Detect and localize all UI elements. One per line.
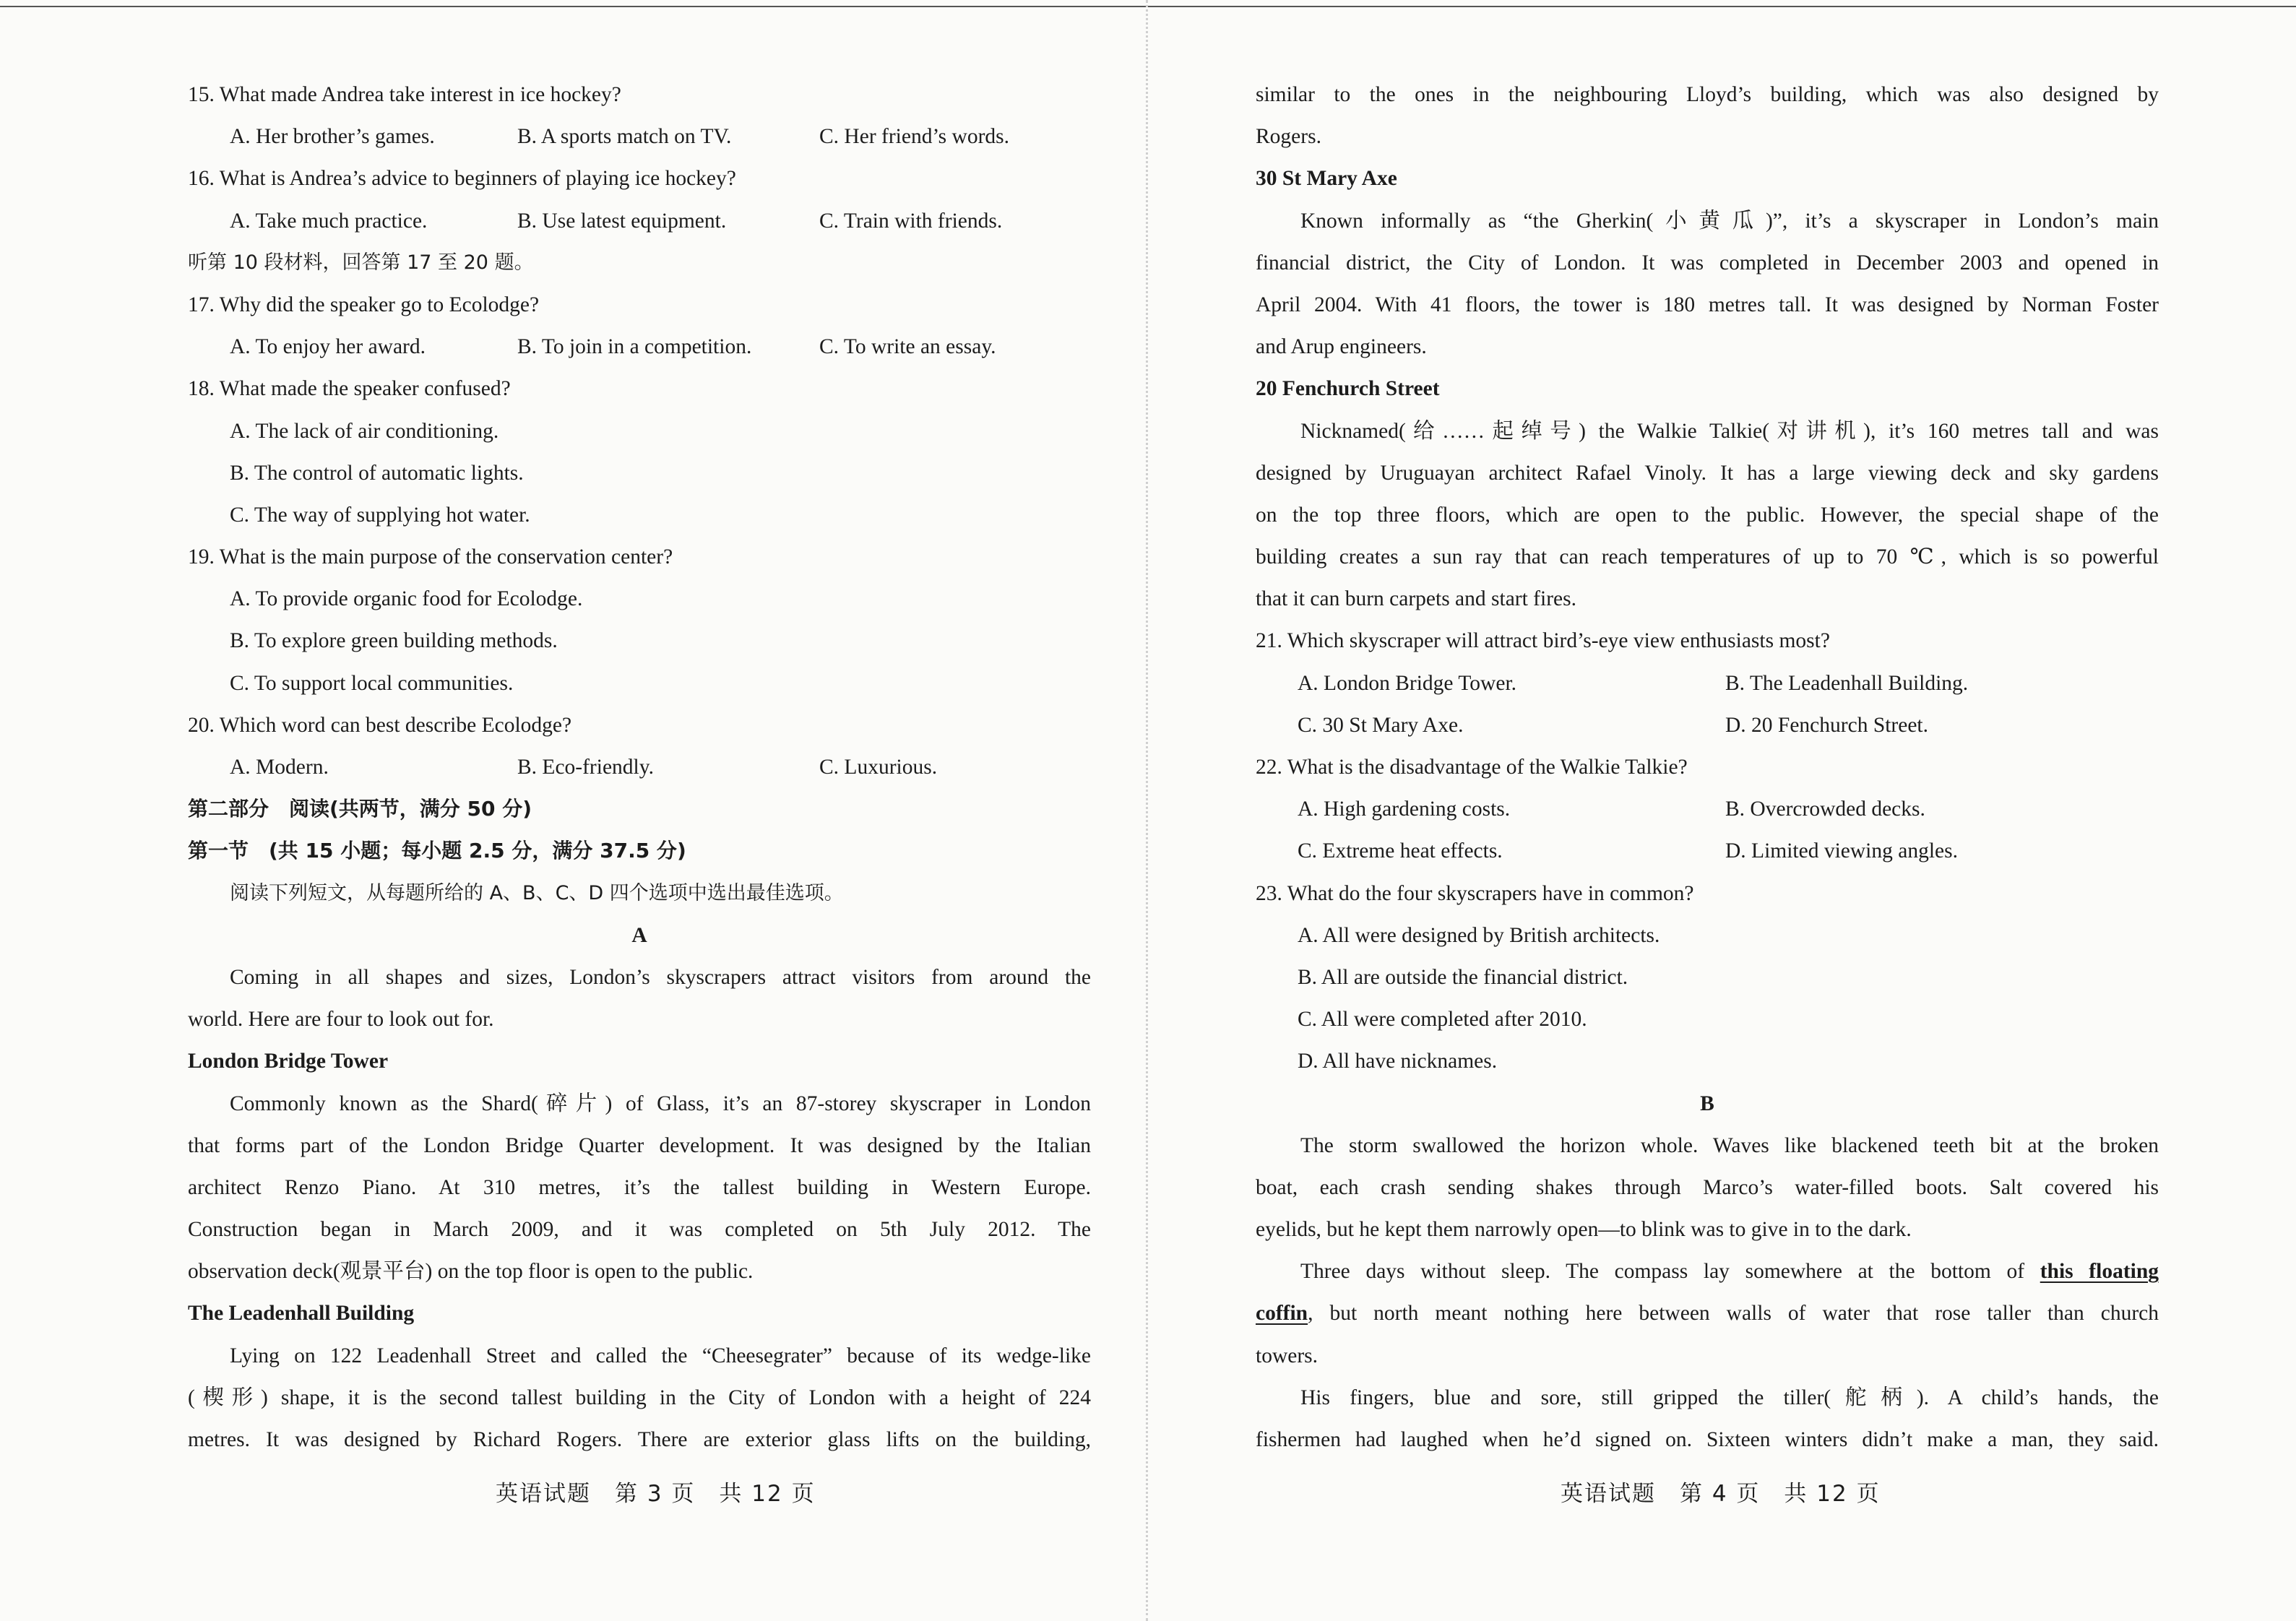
b2-line-1-text: Three days without sleep. The compass lay somewhere at the bottom of <box>1300 1260 2040 1284</box>
b2-line-2 <box>1256 1292 2159 1334</box>
b2-line-2-text: , but north meant nothing here between walls of water that rose taller than church <box>1308 1302 2159 1326</box>
question-23-stem: 23. What do the four skyscrapers have in common? <box>1256 881 1694 905</box>
option-b: B. The Leadenhall Building. <box>1725 671 1969 695</box>
passage-a-label: A <box>631 923 647 947</box>
b1-line-3: eyelids, but he kept them narrowly open—to blink was to give in to the dark. <box>1256 1218 1912 1242</box>
fen-line-3: on the top three floors, which are open to the public. However, the special shape of the <box>1256 503 2159 527</box>
b3-line-1: His fingers, blue and sore, still gripped the tiller(舵柄). A child’s hands, the <box>1300 1386 2159 1409</box>
option-a: A. High gardening costs. <box>1298 797 1511 821</box>
option-d: D. Limited viewing angles. <box>1725 839 1958 863</box>
option-c: C. To write an essay. <box>819 335 996 359</box>
underlined-phrase-part-2: coffin <box>1256 1302 1308 1326</box>
question-21-stem: 21. Which skyscraper will attract bird’s-eye view enthusiasts most? <box>1256 629 1830 653</box>
lbt-line-5: observation deck(观景平台) on the top floor is open to the public. <box>188 1260 754 1284</box>
heading-leadenhall-building: The Leadenhall Building <box>188 1302 415 1326</box>
lbt-line-1: Commonly known as the Shard(碎片) of Glass, it’s an 87-storey skyscraper in London <box>230 1092 1091 1115</box>
right-page <box>1256 74 2159 1461</box>
question-21-options-cd <box>1256 704 2159 746</box>
option-c: C. 30 St Mary Axe. <box>1298 713 1464 737</box>
passage-b-label: B <box>1700 1092 1714 1115</box>
heading-30-st-mary-axe: 30 St Mary Axe <box>1256 167 1397 191</box>
option-d: D. 20 Fenchurch Street. <box>1725 713 1928 737</box>
b2-line-1 <box>1256 1250 2159 1292</box>
fen-line-1: Nicknamed(给……起绰号) the Walkie Talkie(对讲机), it’s 160 metres tall and was <box>1300 419 2159 443</box>
lbt-line-4: Construction began in March 2009, and it was completed on 5th July 2012. The <box>188 1218 1091 1242</box>
top-border-line <box>0 6 2296 7</box>
question-22-options-cd <box>1256 830 2159 872</box>
question-23-option-d: D. All have nicknames. <box>1298 1050 1498 1073</box>
option-b: B. Overcrowded decks. <box>1725 797 1925 821</box>
option-a: A. To enjoy her award. <box>230 335 426 359</box>
option-b: B. Eco-friendly. <box>517 756 654 779</box>
question-19-option-b: B. To explore green building methods. <box>230 629 558 653</box>
question-16-stem: 16. What is Andrea’s advice to beginners of playing ice hockey? <box>188 167 736 191</box>
question-19-option-c: C. To support local communities. <box>230 671 514 695</box>
question-15-options <box>188 116 1091 157</box>
fen-line-4: building creates a sun ray that can reach temperatures of up to 70 ℃, which is so powerful <box>1256 545 2159 569</box>
left-page <box>188 74 1091 1461</box>
b3-line-2: fishermen had laughed when he’d signed on. Sixteen winters didn’t make a man, they said. <box>1256 1428 2159 1451</box>
heading-london-bridge-tower: London Bridge Tower <box>188 1050 389 1073</box>
option-c: C. Extreme heat effects. <box>1298 839 1503 863</box>
page-3-footer: 英语试题 第 3 页 共 12 页 <box>496 1481 816 1507</box>
question-19-stem: 19. What is the main purpose of the conservation center? <box>188 545 673 569</box>
option-a: A. London Bridge Tower. <box>1298 671 1517 695</box>
intro-line-2: world. Here are four to look out for. <box>188 1008 494 1032</box>
underlined-phrase-part-1: this floating <box>2040 1260 2159 1284</box>
question-18-stem: 18. What made the speaker confused? <box>188 377 511 401</box>
option-b: B. To join in a competition. <box>517 335 752 359</box>
part-two-heading: 第二部分 阅读(共两节，满分 50 分) <box>188 797 532 821</box>
option-b: B. A sports match on TV. <box>517 125 732 149</box>
fen-line-2: designed by Uruguayan architect Rafael Vinoly. It has a large viewing deck and sky gardens <box>1256 461 2159 485</box>
lead-line-2: (楔形) shape, it is the second tallest building in the City of London with a height of 224 <box>188 1386 1091 1409</box>
question-18-option-a: A. The lack of air conditioning. <box>230 419 499 443</box>
stmary-line-3: April 2004. With 41 floors, the tower is 180 metres tall. It was designed by Norman Foster <box>1256 293 2159 316</box>
question-18-option-b: B. The control of automatic lights. <box>230 461 524 485</box>
option-c: C. Train with friends. <box>819 209 1003 233</box>
question-15-stem: 15. What made Andrea take interest in ice hockey? <box>188 83 621 106</box>
b1-line-1: The storm swallowed the horizon whole. Waves like blackened teeth bit at the broken <box>1300 1133 2159 1157</box>
question-20-stem: 20. Which word can best describe Ecolodge? <box>188 713 572 737</box>
question-18-option-c: C. The way of supplying hot water. <box>230 503 530 527</box>
question-19-option-a: A. To provide organic food for Ecolodge. <box>230 587 583 611</box>
question-22-stem: 22. What is the disadvantage of the Walkie Talkie? <box>1256 756 1688 779</box>
reading-instruction: 阅读下列短文，从每题所给的 A、B、C、D 四个选项中选出最佳选项。 <box>230 881 844 904</box>
page-fold-line <box>1146 0 1148 1621</box>
lead-line-1: Lying on 122 Leadenhall Street and called the “Cheesegrater” because of its wedge-like <box>230 1344 1091 1367</box>
heading-20-fenchurch-street: 20 Fenchurch Street <box>1256 377 1440 401</box>
option-c: C. Luxurious. <box>819 756 938 779</box>
section-one-heading <box>188 830 1091 872</box>
question-17-options <box>188 326 1091 368</box>
lbt-line-3: architect Renzo Piano. At 310 metres, it’s the tallest building in Western Europe. <box>188 1175 1091 1199</box>
question-23-option-c: C. All were completed after 2010. <box>1298 1008 1587 1032</box>
intro-line-1: Coming in all shapes and sizes, London’s skyscrapers attract visitors from around the <box>230 965 1091 989</box>
stmary-line-2: financial district, the City of London. It was completed in December 2003 and opened in <box>1256 251 2159 275</box>
question-22-options-ab <box>1256 788 2159 830</box>
question-21-options-ab <box>1256 662 2159 704</box>
option-a: A. Take much practice. <box>230 209 428 233</box>
lead-line-3: metres. It was designed by Richard Rogers. There are exterior glass lifts on the building, <box>188 1428 1091 1451</box>
lead-cont-line-2: Rogers. <box>1256 125 1321 149</box>
option-a: A. Modern. <box>230 756 329 779</box>
page-4-footer: 英语试题 第 4 页 共 12 页 <box>1561 1481 1881 1507</box>
stmary-line-4: and Arup engineers. <box>1256 335 1427 359</box>
fen-line-5: that it can burn carpets and start fires. <box>1256 587 1576 611</box>
question-23-option-a: A. All were designed by British architects. <box>1298 923 1660 947</box>
listening-instruction: 听第 10 段材料，回答第 17 至 20 题。 <box>188 251 534 274</box>
stmary-line-1: Known informally as “the Gherkin(小黄瓜)”, it’s a skyscraper in London’s main <box>1300 209 2159 233</box>
b2-line-3: towers. <box>1256 1344 1319 1367</box>
question-20-options <box>188 746 1091 788</box>
section-one-label: 第一节 (共 15 小题；每小题 2.5 分，满分 37.5 分) <box>188 839 686 863</box>
question-16-options <box>188 200 1091 242</box>
lbt-line-2: that forms part of the London Bridge Quarter development. It was designed by the Italian <box>188 1133 1091 1157</box>
lead-cont-line-1: similar to the ones in the neighbouring Lloyd’s building, which was also designed by <box>1256 83 2159 106</box>
b1-line-2: boat, each crash sending shakes through Marco’s water-filled boots. Salt covered his <box>1256 1175 2159 1199</box>
option-a: A. Her brother’s games. <box>230 125 435 149</box>
option-b: B. Use latest equipment. <box>517 209 727 233</box>
question-17-stem: 17. Why did the speaker go to Ecolodge? <box>188 293 540 316</box>
question-23-option-b: B. All are outside the financial district. <box>1298 965 1628 989</box>
option-c: C. Her friend’s words. <box>819 125 1009 149</box>
